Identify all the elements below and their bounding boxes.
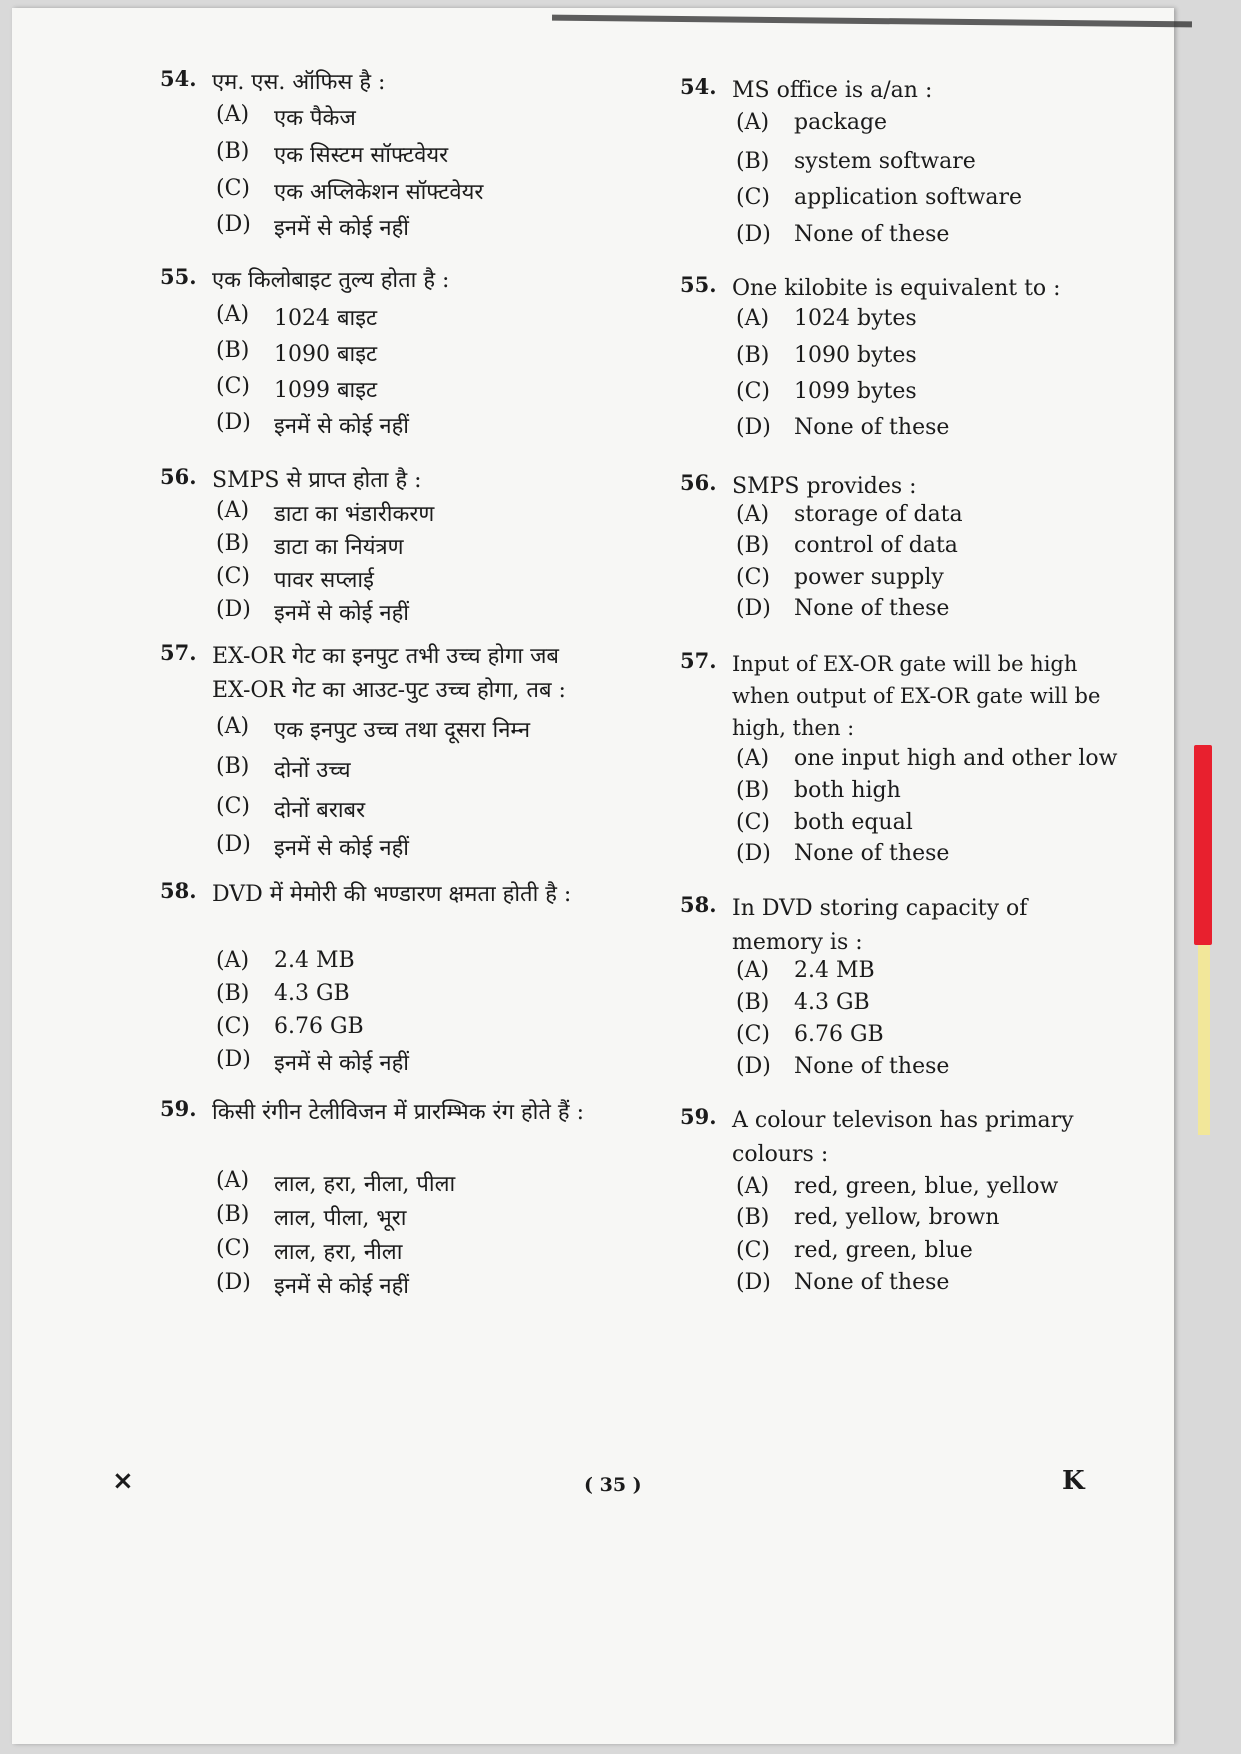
option-text: 1090 bytes: [794, 343, 917, 368]
option-letter: (A): [216, 302, 250, 327]
option-text: इनमें से कोई नहीं: [274, 601, 410, 626]
option-letter: (B): [736, 533, 770, 558]
question-number: 55.: [160, 264, 197, 289]
option-text: एक सिस्टम सॉफ्टवेयर: [274, 143, 449, 168]
option-text: 1024 बाइट: [274, 306, 378, 331]
option-text: डाटा का नियंत्रण: [274, 535, 404, 560]
question-number: 59.: [680, 1104, 717, 1129]
question-text: एम. एस. ऑफिस है :: [212, 70, 386, 95]
option-letter: (D): [736, 222, 771, 247]
option-text: None of these: [794, 841, 950, 866]
option-text: 4.3 GB: [274, 981, 350, 1006]
question-number: 58.: [160, 878, 197, 903]
option-text: लाल, हरा, नीला: [274, 1240, 403, 1265]
option-letter: (B): [736, 149, 770, 174]
option-letter: (C): [736, 379, 770, 404]
option-letter: (D): [736, 1054, 771, 1079]
question-number: 55.: [680, 272, 717, 297]
footer-set-letter: K: [1062, 1466, 1085, 1496]
question-number: 56.: [160, 464, 197, 489]
page-number: ( 35 ): [584, 1474, 642, 1496]
question-text: DVD में मेमोरी की भण्डारण क्षमता होती है :: [212, 882, 572, 907]
option-letter: (C): [216, 176, 250, 201]
option-letter: (B): [216, 531, 250, 556]
option-letter: (D): [736, 1270, 771, 1295]
option-text: इनमें से कोई नहीं: [274, 836, 410, 861]
option-text: power supply: [794, 565, 944, 590]
option-text: one input high and other low: [794, 746, 1118, 771]
option-text: 6.76 GB: [794, 1022, 884, 1047]
question-text: One kilobite is equivalent to :: [732, 276, 1061, 301]
option-letter: (C): [736, 185, 770, 210]
option-letter: (A): [736, 1174, 770, 1199]
option-text: package: [794, 110, 888, 135]
question-text: एक किलोबाइट तुल्य होता है :: [212, 268, 450, 293]
question-number: 54.: [680, 74, 717, 99]
option-letter: (A): [216, 102, 250, 127]
question-number: 57.: [680, 648, 717, 673]
option-letter: (D): [216, 1270, 251, 1295]
question-text: Input of EX-OR gate will be high when output of EX-OR gate will be high, then :: [732, 652, 1101, 740]
option-letter: (C): [216, 564, 250, 589]
option-text: 2.4 MB: [794, 958, 875, 983]
red-sticky-tab: [1194, 745, 1212, 945]
option-text: storage of data: [794, 502, 963, 527]
option-letter: (C): [216, 374, 250, 399]
question-text: In DVD storing capacity of memory is :: [732, 896, 1028, 955]
option-text: पावर सप्लाई: [274, 568, 374, 593]
option-text: लाल, हरा, नीला, पीला: [274, 1172, 456, 1197]
question-text: SMPS provides :: [732, 474, 917, 499]
option-letter: (B): [216, 338, 250, 363]
option-letter: (C): [736, 1238, 770, 1263]
yellow-sticky-tab: [1198, 945, 1210, 1135]
option-letter: (B): [216, 981, 250, 1006]
scan-edge-line: [552, 15, 1192, 28]
question-text: MS office is a/an :: [732, 78, 933, 103]
question-text: SMPS से प्राप्त होता है :: [212, 468, 422, 493]
option-letter: (A): [216, 498, 250, 523]
option-letter: (D): [216, 597, 251, 622]
option-text: system software: [794, 149, 976, 174]
option-text: both high: [794, 778, 901, 803]
option-text: application software: [794, 185, 1023, 210]
option-text: दोनों बराबर: [274, 798, 366, 823]
option-letter: (B): [216, 1202, 250, 1227]
option-text: None of these: [794, 415, 950, 440]
option-letter: (C): [736, 1022, 770, 1047]
question-number: 54.: [160, 66, 197, 91]
option-letter: (B): [216, 754, 250, 779]
option-text: इनमें से कोई नहीं: [274, 1051, 410, 1076]
option-letter: (A): [216, 948, 250, 973]
option-text: None of these: [794, 1054, 950, 1079]
option-text: 1099 बाइट: [274, 378, 378, 403]
option-text: एक इनपुट उच्च तथा दूसरा निम्न: [274, 718, 531, 743]
option-letter: (D): [216, 1047, 251, 1072]
option-text: डाटा का भंडारीकरण: [274, 502, 435, 527]
question-number: 58.: [680, 892, 717, 917]
option-text: 1099 bytes: [794, 379, 917, 404]
question-text: EX-OR गेट का इनपुट तभी उच्च होगा जब EX-OR गेट का आउट-पुट उच्च होगा, तब :: [212, 644, 566, 703]
option-letter: (A): [736, 306, 770, 331]
question-text: किसी रंगीन टेलीविजन में प्रारम्भिक रंग होते हैं :: [212, 1100, 584, 1125]
option-letter: (B): [736, 990, 770, 1015]
option-text: both equal: [794, 810, 913, 835]
option-text: None of these: [794, 1270, 950, 1295]
option-letter: (B): [216, 139, 250, 164]
option-text: 2.4 MB: [274, 948, 355, 973]
option-letter: (D): [736, 841, 771, 866]
question-text: A colour televison has primary colours :: [732, 1108, 1074, 1167]
option-letter: (A): [736, 958, 770, 983]
option-text: इनमें से कोई नहीं: [274, 216, 410, 241]
option-text: एक अप्लिकेशन सॉफ्टवेयर: [274, 180, 484, 205]
option-letter: (C): [736, 810, 770, 835]
option-text: None of these: [794, 222, 950, 247]
option-text: 6.76 GB: [274, 1014, 364, 1039]
option-letter: (A): [216, 714, 250, 739]
option-text: control of data: [794, 533, 958, 558]
option-letter: (D): [216, 832, 251, 857]
question-number: 56.: [680, 470, 717, 495]
option-letter: (C): [216, 1014, 250, 1039]
option-text: इनमें से कोई नहीं: [274, 1274, 410, 1299]
option-letter: (A): [736, 110, 770, 135]
option-letter: (C): [216, 794, 250, 819]
option-letter: (B): [736, 1205, 770, 1230]
option-letter: (B): [736, 343, 770, 368]
option-text: एक पैकेज: [274, 106, 356, 131]
option-text: red, green, blue, yellow: [794, 1174, 1059, 1199]
option-text: लाल, पीला, भूरा: [274, 1206, 407, 1231]
option-letter: (B): [736, 778, 770, 803]
option-text: red, yellow, brown: [794, 1205, 1000, 1230]
option-text: इनमें से कोई नहीं: [274, 414, 410, 439]
option-letter: (A): [736, 502, 770, 527]
option-text: दोनों उच्च: [274, 758, 351, 783]
option-text: 4.3 GB: [794, 990, 870, 1015]
exam-page: [12, 8, 1174, 1744]
option-letter: (D): [736, 596, 771, 621]
option-letter: (D): [736, 415, 771, 440]
question-number: 59.: [160, 1096, 197, 1121]
option-text: 1090 बाइट: [274, 342, 378, 367]
option-text: red, green, blue: [794, 1238, 973, 1263]
option-text: 1024 bytes: [794, 306, 917, 331]
option-letter: (D): [216, 410, 251, 435]
option-letter: (C): [216, 1236, 250, 1261]
footer-cross-mark: ×: [112, 1466, 134, 1496]
option-letter: (A): [736, 746, 770, 771]
question-number: 57.: [160, 640, 197, 665]
option-letter: (D): [216, 212, 251, 237]
option-letter: (A): [216, 1168, 250, 1193]
option-letter: (C): [736, 565, 770, 590]
option-text: None of these: [794, 596, 950, 621]
